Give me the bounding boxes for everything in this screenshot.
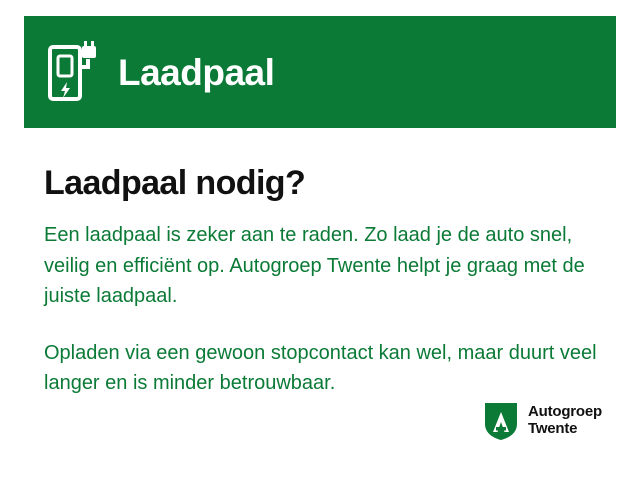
paragraph-2: Opladen via een gewoon stopcontact kan wel, maar duurt veel langer en is minder betrouwbaar.	[44, 341, 597, 394]
headline: Laadpaal nodig?	[44, 164, 306, 202]
brand-logo-text	[528, 404, 602, 438]
charging-station-icon	[48, 41, 100, 103]
content-block	[44, 165, 600, 398]
autogroep-twente-shield-icon	[482, 400, 520, 442]
brand-line-1: Autogroep	[527, 403, 602, 421]
brand-line-2: Twente	[527, 420, 578, 437]
brand-logo	[482, 400, 602, 442]
page-title: Laadpaal	[118, 51, 275, 93]
header-banner	[24, 16, 616, 128]
paragraph-1: Een laadpaal is zeker aan te raden. Zo laad je de auto snel, veilig en efficiënt op. Autogroep Twente helpt je graag met de juiste laadpaal.	[44, 224, 585, 308]
